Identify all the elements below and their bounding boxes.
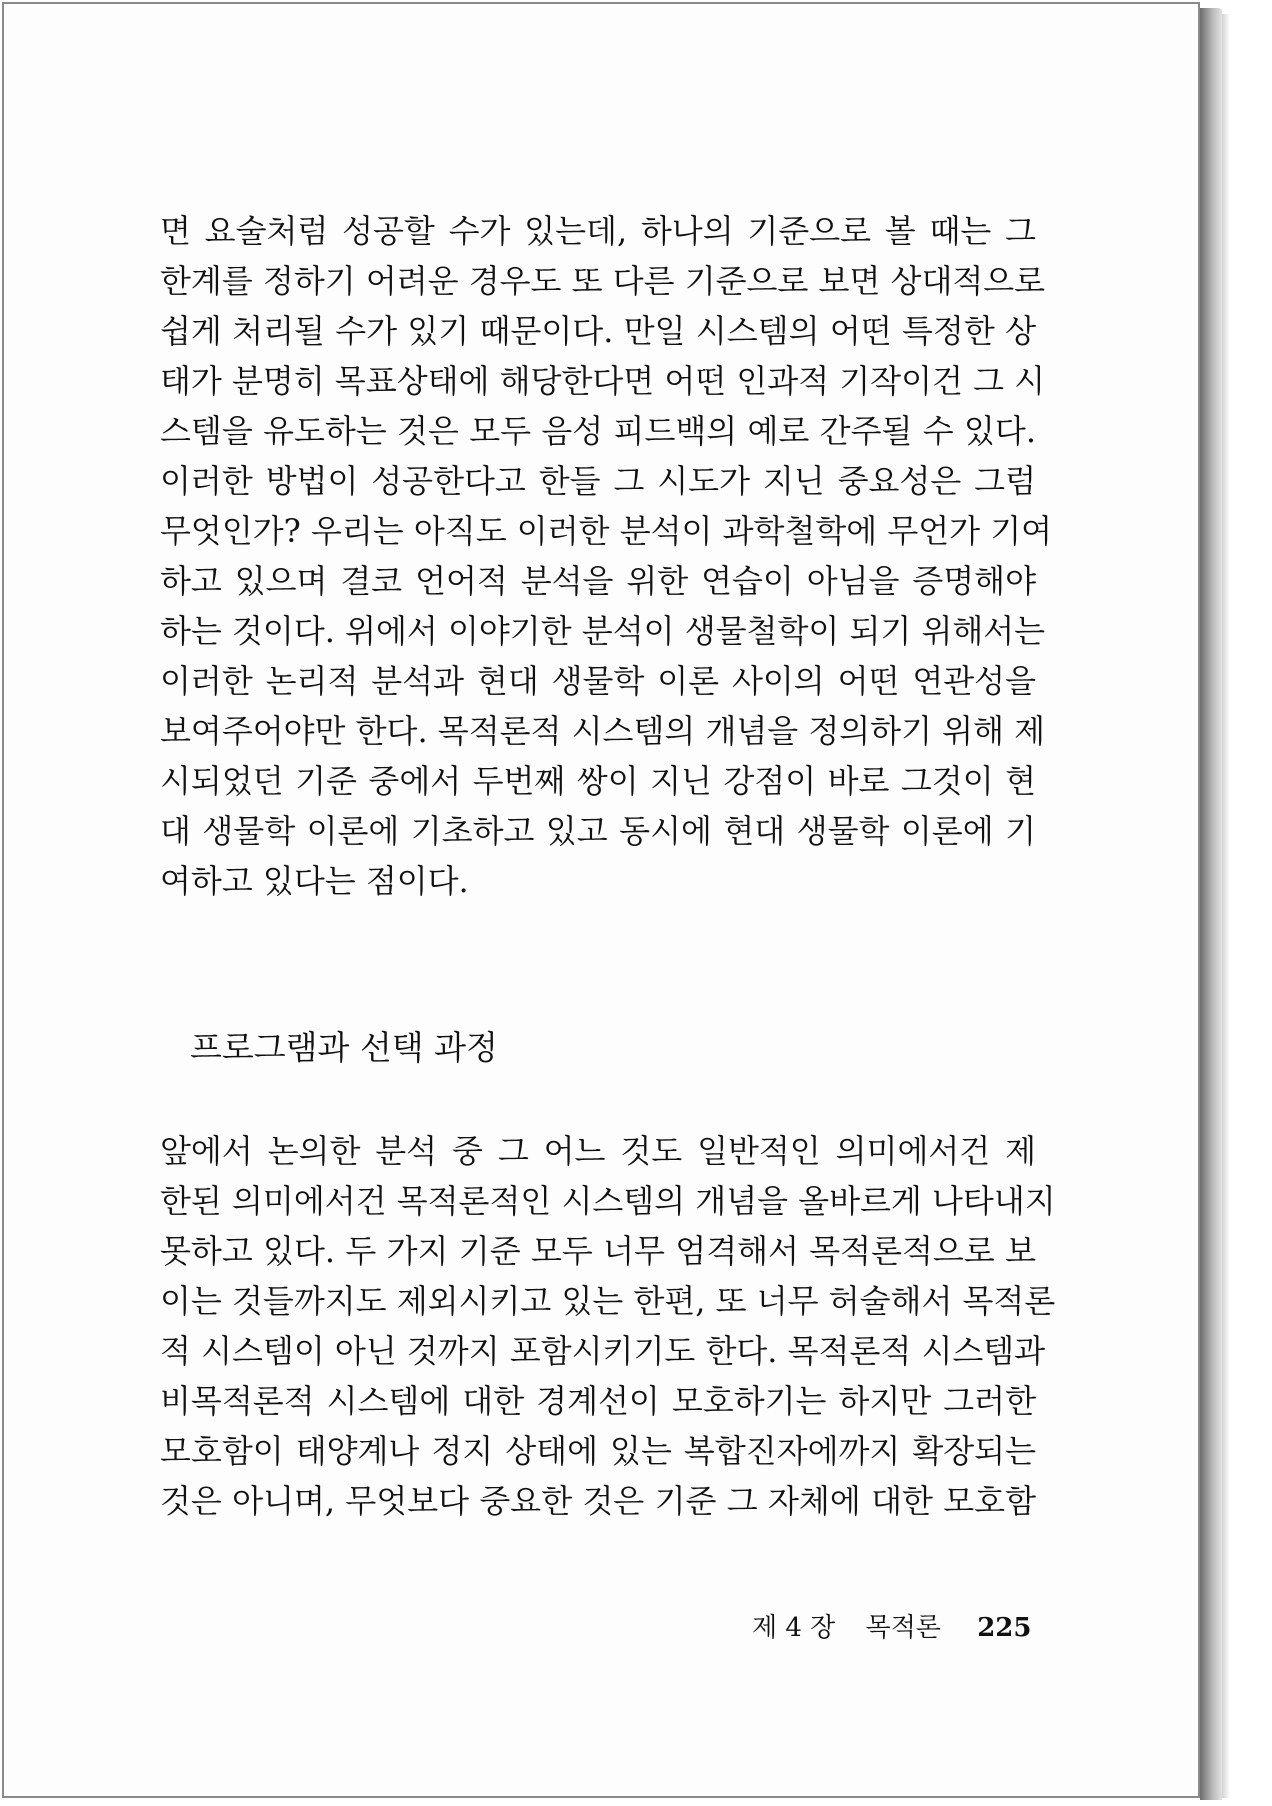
text-line: 이는 것들까지도 제외시키고 있는 한편, 또 너무 허술해서 목적론 bbox=[160, 1282, 1056, 1320]
text-line: 보여주어야만 한다. 목적론적 시스템의 개념을 정의하기 위해 제 bbox=[160, 712, 1046, 750]
text-line: 대 생물학 이론에 기초하고 있고 동시에 현대 생물학 이론에 기 bbox=[160, 812, 1036, 850]
text-line: 하는 것이다. 위에서 이야기한 분석이 생물철학이 되기 위해서는 bbox=[160, 612, 1046, 650]
chapter-label: 제 4 장 bbox=[752, 1613, 836, 1643]
text-line: 모호함이 태양계나 정지 상태에 있는 복합진자에까지 확장되는 bbox=[160, 1432, 1036, 1470]
paragraph-1 bbox=[160, 206, 1053, 906]
text-line: 이러한 방법이 성공한다고 한들 그 시도가 지닌 중요성은 그럼 bbox=[160, 462, 1036, 500]
text-line: 쉽게 처리될 수가 있기 때문이다. 만일 시스템의 어떤 특정한 상 bbox=[160, 312, 1036, 350]
text-line: 것은 아니며, 무엇보다 중요한 것은 기준 그 자체에 대한 모호함 bbox=[160, 1482, 1036, 1520]
section-heading: 프로그램과 선택 과정 bbox=[190, 1028, 498, 1067]
chapter-title: 목적론 bbox=[865, 1613, 941, 1643]
text-line: 면 요술처럼 성공할 수가 있는데, 하나의 기준으로 볼 때는 그 bbox=[160, 212, 1036, 250]
text-line: 이러한 논리적 분석과 현대 생물학 이론 사이의 어떤 연관성을 bbox=[160, 662, 1036, 700]
text-line: 못하고 있다. 두 가지 기준 모두 너무 엄격해서 목적론적으로 보 bbox=[160, 1232, 1036, 1270]
page-edge-shadow bbox=[1222, 14, 1230, 1798]
paragraph-2 bbox=[160, 1126, 1056, 1526]
text-line: 한계를 정하기 어려운 경우도 또 다른 기준으로 보면 상대적으로 bbox=[160, 262, 1046, 300]
page-number: 225 bbox=[977, 1613, 1032, 1643]
text-line: 하고 있으며 결코 언어적 분석을 위한 연습이 아님을 증명해야 bbox=[160, 562, 1036, 600]
text-line: 시되었던 기준 중에서 두번째 쌍이 지닌 강점이 바로 그것이 현 bbox=[160, 762, 1036, 800]
text-line: 무엇인가? 우리는 아직도 이러한 분석이 과학철학에 무언가 기여 bbox=[160, 512, 1053, 550]
text-line: 한된 의미에서건 목적론적인 시스템의 개념을 올바르게 나타내지 bbox=[160, 1182, 1056, 1220]
text-line: 적 시스템이 아닌 것까지 포함시키기도 한다. 목적론적 시스템과 bbox=[160, 1332, 1046, 1370]
running-footer bbox=[752, 1608, 1031, 1648]
text-line: 여하고 있다는 점이다. bbox=[160, 862, 469, 900]
page-edge bbox=[1200, 8, 1222, 1800]
text-line: 스템을 유도하는 것은 모두 음성 피드백의 예로 간주될 수 있다. bbox=[160, 412, 1036, 450]
text-line: 앞에서 논의한 분석 중 그 어느 것도 일반적인 의미에서건 제 bbox=[160, 1132, 1036, 1170]
text-line: 태가 분명히 목표상태에 해당한다면 어떤 인과적 기작이건 그 시 bbox=[160, 362, 1046, 400]
text-line: 비목적론적 시스템에 대한 경계선이 모호하기는 하지만 그러한 bbox=[160, 1382, 1036, 1420]
